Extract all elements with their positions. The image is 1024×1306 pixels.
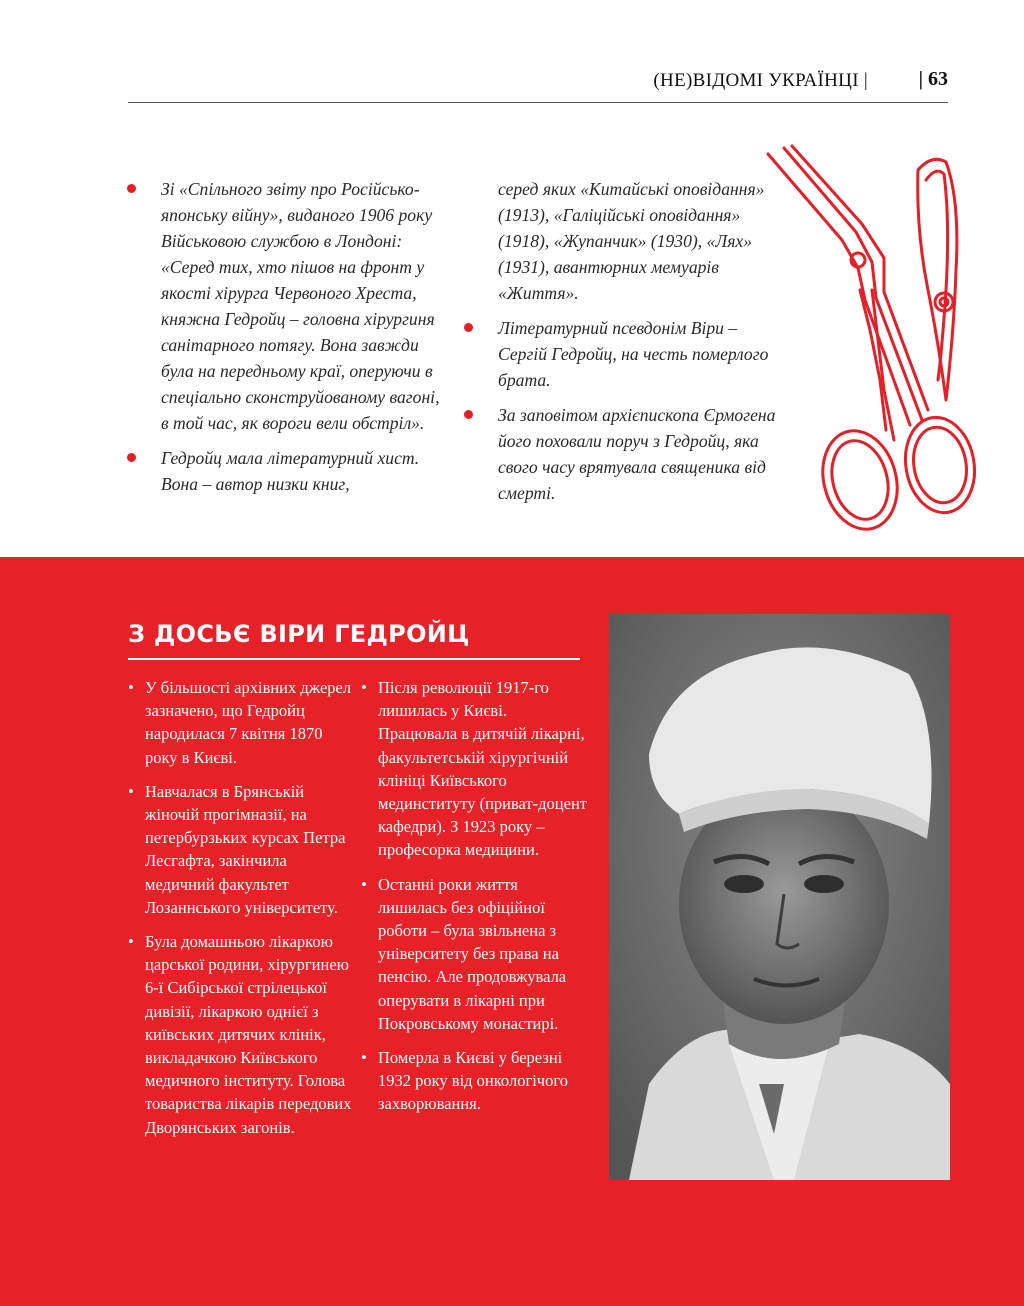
running-header bbox=[128, 64, 948, 103]
list-item-text: Померла в Києві у березні 1932 року від онкологічого захворювання. bbox=[378, 1048, 568, 1114]
top-column-right bbox=[498, 176, 788, 515]
dossier-title: З ДОСЬЄ ВІРИ ГЕДРОЙЦ bbox=[128, 620, 470, 648]
continued-text: серед яких «Китайські оповідання» (1913), «Галіційські оповідання» (1918), «Жупанчик» (1930), «Лях» (1931), авантюрних мемуарів «Життя». bbox=[498, 179, 765, 303]
list-item bbox=[161, 445, 451, 497]
bullet-icon: • bbox=[128, 781, 134, 801]
list-item bbox=[361, 1046, 588, 1116]
list-item-text: Останні роки життя лишилась без офіційної роботи – була звільнена з університету без права на пенсію. Але продовжувала оперувати в лікарні при Покровському монастирі. bbox=[378, 874, 567, 1033]
top-column-left bbox=[161, 176, 451, 506]
list-item-text: Зі «Спільного звіту про Російсько-японську війну», виданого 1906 року Військовою службою в Лондоні: «Серед тих, хто пішов на фронт у якості хірурга Червоного Хреста, княжна Гедройц – головна хірургиня санітарного потягу. Вона завжди була на передньому краї, оперуючи в спеціально сконструйованому вагоні, в той час, як вороги вели обстріл». bbox=[161, 179, 440, 433]
section-title: (НЕ)ВІДОМІ УКРАЇНЦІ | bbox=[653, 70, 868, 91]
list-item-text: За заповітом архієпископа Єрмогена його поховали поруч з Гедройц, яка свого часу врятувала священика від смерті. bbox=[498, 405, 776, 503]
list-item bbox=[361, 676, 588, 862]
bullet-icon: • bbox=[128, 932, 134, 952]
list-item bbox=[128, 780, 355, 919]
portrait-photo bbox=[609, 614, 950, 1180]
list-item-text: Літературний псевдонім Віри – Сергій Гедройц, на честь померлого брата. bbox=[498, 318, 769, 390]
list-item bbox=[161, 176, 451, 436]
red-bullet-icon bbox=[127, 453, 136, 462]
list-item bbox=[498, 315, 788, 393]
list-item-text: Після революції 1917-го лишилась у Києві. Працювала в дитячій лікарні, факультетській хірургічній клініці Київського мединституту (приват-доцент кафедри). З 1923 року – професорка медицини. bbox=[378, 678, 587, 860]
list-item-text: Була домашньою лікаркою царської родини, хірургинею 6-ї Сибірської стрілецької дивізії, лікаркою однієї з київських дитячих клінік, викладачкою Київського медичного інституту. Голова товариства лікарів передових Дворянських загонів. bbox=[145, 932, 352, 1137]
page-number: | 63 bbox=[918, 68, 948, 90]
list-item-continuation bbox=[498, 176, 788, 306]
surgical-scissors-illustration bbox=[760, 140, 995, 550]
red-bullet-icon bbox=[464, 323, 473, 332]
dossier-column-left bbox=[128, 676, 355, 1150]
list-item bbox=[128, 930, 355, 1139]
list-item bbox=[128, 676, 355, 769]
dossier-divider bbox=[128, 658, 580, 660]
bullet-icon: • bbox=[361, 874, 367, 894]
bullet-icon: • bbox=[361, 1048, 367, 1068]
list-item bbox=[361, 873, 588, 1035]
list-item-text: У більшості архівних джерел зазначено, що Гедройц народилася 7 квітня 1870 року в Києві. bbox=[145, 678, 352, 767]
red-bullet-icon bbox=[127, 184, 136, 193]
list-item bbox=[498, 402, 788, 506]
red-bullet-icon bbox=[464, 410, 473, 419]
bullet-icon: • bbox=[128, 678, 134, 697]
bullet-icon: • bbox=[361, 678, 367, 697]
dossier-column-right bbox=[361, 676, 588, 1127]
list-item-text: Гедройц мала літературний хист. Вона – автор низки книг, bbox=[161, 448, 420, 494]
list-item-text: Навчалася в Брянській жіночій прогімназії, на петербурзьких курсах Петра Лесгафта, закінчила медичний факультет Лозаннського університету. bbox=[145, 781, 346, 917]
